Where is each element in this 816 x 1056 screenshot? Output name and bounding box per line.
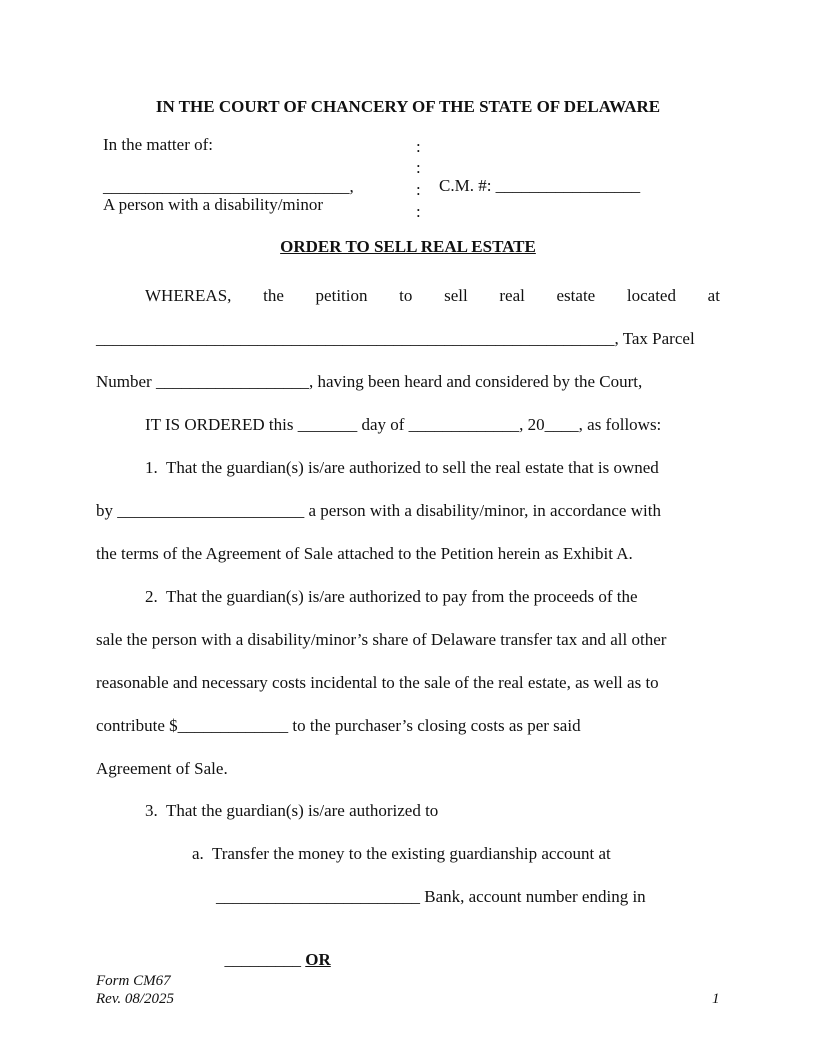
caption-colon: : xyxy=(416,202,421,221)
parcel-line[interactable]: Number __________________, having been heard and considered by the Court, xyxy=(96,372,643,391)
party-name-blank[interactable]: _____________________________, xyxy=(103,177,354,196)
item2-line2: sale the person with a disability/minor’s share of Delaware transfer tax and all other xyxy=(96,630,667,649)
item3a-line2[interactable]: ________________________ Bank, account number ending in xyxy=(216,887,646,906)
caption-colon: : xyxy=(416,137,421,156)
revision-date: Rev. 08/2025 xyxy=(96,991,175,1007)
item1-line2[interactable]: by ______________________ a person with a disability/minor, in accordance with xyxy=(96,501,661,520)
item1-line3: the terms of the Agreement of Sale attached to the Petition herein as Exhibit A. xyxy=(96,544,633,563)
item1-line1: 1. That the guardian(s) is/are authorized to sell the real estate that is owned xyxy=(145,458,659,477)
page-number: 1 xyxy=(712,991,720,1007)
item2-line1: 2. That the guardian(s) is/are authorized to pay from the proceeds of the xyxy=(145,587,638,606)
item2-line3: reasonable and necessary costs incidental to the sale of the real estate, as well as to xyxy=(96,673,659,692)
item2-line5: Agreement of Sale. xyxy=(96,759,228,778)
item3a-line3[interactable] xyxy=(216,930,331,970)
caption-colon: : xyxy=(416,180,421,199)
whereas-line: WHEREAS, the petition to sell real estate located at xyxy=(145,286,720,305)
ordered-line[interactable]: IT IS ORDERED this _______ day of _____________, 20____, as follows: xyxy=(145,415,662,434)
item2-line4[interactable]: contribute $_____________ to the purchaser’s closing costs as per said xyxy=(96,716,581,735)
court-title: IN THE COURT OF CHANCERY OF THE STATE OF DELAWARE xyxy=(155,97,661,116)
location-line[interactable]: _____________________________________________________________, Tax Parcel xyxy=(96,329,695,348)
person-label: A person with a disability/minor xyxy=(103,195,324,214)
item3-line1: 3. That the guardian(s) is/are authorized to xyxy=(145,801,439,820)
case-number-field[interactable]: C.M. #: _________________ xyxy=(439,176,641,195)
matter-label: In the matter of: xyxy=(103,135,213,154)
account-ending-blank[interactable]: _________ xyxy=(224,950,306,969)
form-number: Form CM67 xyxy=(96,973,171,989)
or-label: OR xyxy=(305,950,331,969)
caption-colon: : xyxy=(416,158,421,177)
order-title: ORDER TO SELL REAL ESTATE xyxy=(280,237,536,256)
item3a-line1: a. Transfer the money to the existing guardianship account at xyxy=(192,844,611,863)
